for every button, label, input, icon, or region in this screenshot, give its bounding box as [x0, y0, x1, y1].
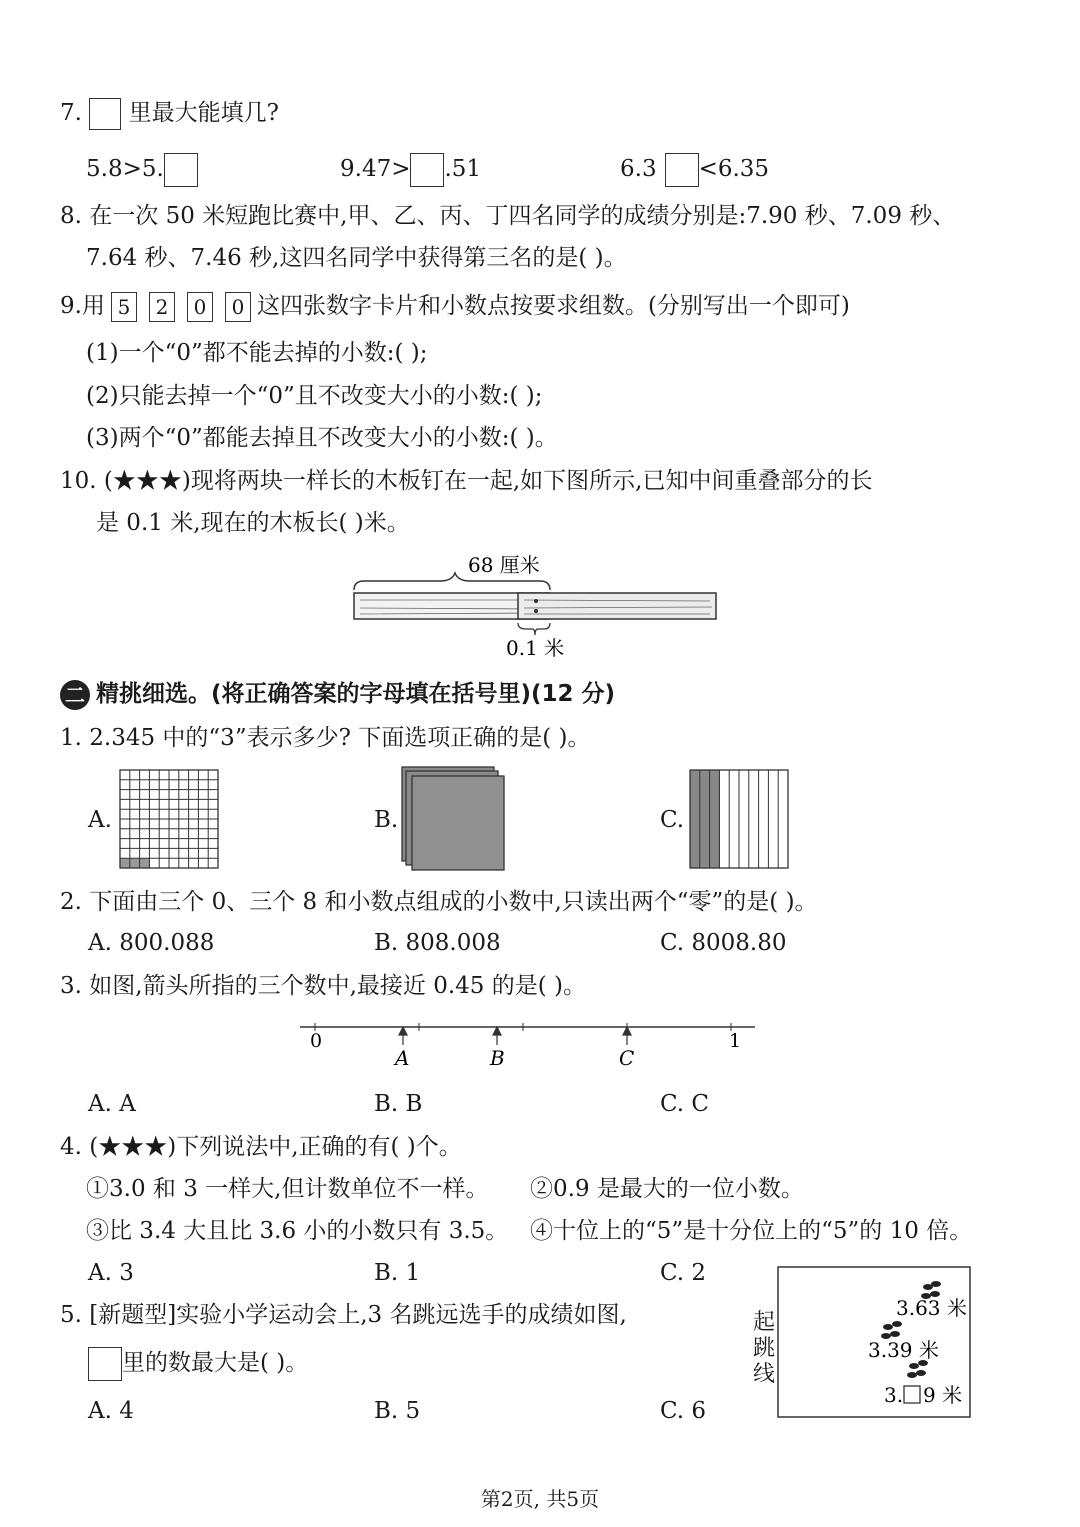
stacked-squares-b [400, 765, 508, 873]
strips-figure-c [688, 768, 792, 870]
overlap-label: 0.1 米 [506, 636, 565, 660]
q7-number: 7. [60, 100, 82, 126]
section-title: 精挑细选。(将正确答案的字母填在括号里)(12 分) [96, 681, 616, 707]
board-figure [340, 545, 740, 665]
c5-option-c[interactable]: C. 6 [660, 1398, 707, 1424]
c4-statement-4: ④十位上的“5”是十分位上的“5”的 10 倍。 [530, 1218, 973, 1244]
c5-line [60, 1300, 627, 1330]
grid-figure-a [118, 768, 220, 870]
c5-text2: 里的数最大是( )。 [122, 1350, 309, 1376]
side-char: 起 [752, 1310, 775, 1335]
missing-digit-box [904, 1386, 920, 1403]
expr-text: 5.8>5. [86, 156, 164, 182]
tick-label-one: 1 [729, 1030, 742, 1052]
long-jump-figure [776, 1265, 974, 1425]
c2-option-c[interactable]: C. 8008.80 [660, 930, 787, 956]
result-3-prefix: 3. [884, 1383, 904, 1407]
c1-option-c[interactable]: C. [660, 807, 685, 833]
tick-label-zero: 0 [310, 1030, 323, 1052]
section2-header [60, 678, 615, 710]
c5-text: [新题型]实验小学运动会上,3 名跳远选手的成绩如图, [89, 1302, 627, 1328]
q9-sub1: (1)一个“0”都不能去掉的小数:( ); [86, 340, 428, 366]
c3-line [60, 971, 586, 1001]
q9-sub2: (2)只能去掉一个“0”且不改变大小的小数:( ); [86, 383, 543, 409]
page-footer: 第2页, 共5页 [480, 1487, 600, 1511]
c4-option-c[interactable]: C. 2 [660, 1260, 707, 1286]
c5-option-a[interactable]: A. 4 [88, 1398, 134, 1424]
result-3-suffix: 9 米 [923, 1383, 963, 1407]
q9-line [60, 291, 850, 322]
digit-card: 0 [225, 292, 251, 322]
c3-number: 3. [60, 973, 82, 999]
point-label-a: A [395, 1046, 410, 1070]
q10-text: (★★★)现将两块一样长的木板钉在一起,如下图所示,已知中间重叠部分的长 [103, 468, 873, 494]
q7-expr-3 [620, 153, 769, 187]
q9-pre: 用 [81, 293, 105, 319]
c1-text: 2.345 中的“3”表示多少? 下面选项正确的是( )。 [89, 725, 591, 751]
takeoff-line-label [752, 1310, 776, 1388]
answer-box[interactable] [88, 1347, 122, 1381]
board-length-label: 68 厘米 [468, 553, 540, 577]
c2-option-b[interactable]: B. 808.008 [374, 930, 501, 956]
answer-box[interactable] [410, 153, 444, 187]
result-1: 3.63 米 [896, 1296, 967, 1320]
c4-statement-2: ②0.9 是最大的一位小数。 [530, 1176, 804, 1202]
arrow-a-head [399, 1027, 407, 1035]
c5-line2 [88, 1347, 308, 1381]
footprint-icon [881, 1321, 902, 1339]
c1-number: 1. [60, 725, 82, 751]
c3-option-a[interactable]: A. A [88, 1091, 136, 1117]
answer-box[interactable] [665, 153, 699, 187]
result-2: 3.39 米 [868, 1338, 939, 1362]
expr-text: 9.47> [340, 156, 411, 182]
q9-number: 9. [60, 293, 82, 319]
digit-card: 5 [111, 292, 137, 322]
c4-text: (★★★)下列说法中,正确的有( )个。 [89, 1134, 462, 1160]
c5-option-b[interactable]: B. 5 [374, 1398, 421, 1424]
q9-text: 这四张数字卡片和小数点按要求组数。(分别写出一个即可) [256, 293, 850, 319]
c4-line [60, 1132, 462, 1162]
right-board [518, 593, 716, 619]
digit-card: 0 [187, 292, 213, 322]
answer-box[interactable] [164, 153, 198, 187]
c4-number: 4. [60, 1134, 82, 1160]
q9-sub3: (3)两个“0”都能去掉且不改变大小的小数:( )。 [86, 425, 558, 451]
number-line [295, 1015, 765, 1075]
q7-line [60, 98, 279, 130]
c3-option-b[interactable]: B. B [374, 1091, 423, 1117]
q7-expr-1 [86, 153, 198, 187]
c1-option-a[interactable]: A. [88, 807, 112, 833]
c1-line [60, 723, 590, 753]
digit-card: 2 [149, 292, 175, 322]
c4-option-b[interactable]: B. 1 [374, 1260, 421, 1286]
side-char: 跳 [752, 1336, 775, 1361]
c4-option-a[interactable]: A. 3 [88, 1260, 134, 1286]
q7-expr-2 [340, 153, 481, 187]
arrow-b-head [493, 1027, 501, 1035]
expr-text: 6.3 [620, 156, 657, 182]
c3-option-c[interactable]: C. C [660, 1091, 709, 1117]
c4-statement-1: ①3.0 和 3 一样大,但计数单位不一样。 [86, 1176, 489, 1202]
expr-text: .51 [444, 156, 482, 182]
q8-text: 在一次 50 米短跑比赛中,甲、乙、丙、丁四名同学的成绩分别是:7.90 秒、7.09 秒、 [89, 203, 956, 229]
q10-number: 10. [60, 468, 97, 494]
point-label-c: C [619, 1046, 635, 1070]
point-label-b: B [490, 1046, 505, 1070]
c4-statement-3: ③比 3.4 大且比 3.6 小的小数只有 3.5。 [86, 1218, 509, 1244]
q7-text: 里最大能填几? [128, 100, 279, 126]
q8-line1 [60, 201, 955, 231]
answer-box[interactable] [89, 98, 121, 130]
c2-text: 下面由三个 0、三个 8 和小数点组成的小数中,只读出两个“零”的是( )。 [89, 889, 818, 915]
c1-option-b[interactable]: B. [374, 807, 399, 833]
footprint-icon [907, 1360, 928, 1378]
c2-option-a[interactable]: A. 800.088 [88, 930, 215, 956]
q8-number: 8. [60, 203, 82, 229]
q10-line1 [60, 466, 872, 496]
c2-line [60, 887, 818, 917]
section-badge: 二 [60, 680, 90, 710]
side-char: 线 [752, 1362, 775, 1387]
arrow-c-head [623, 1027, 631, 1035]
c3-text: 如图,箭头所指的三个数中,最接近 0.45 的是( )。 [89, 973, 586, 999]
expr-text: <6.35 [698, 156, 770, 182]
c5-number: 5. [60, 1302, 82, 1328]
q8-line2: 7.64 秒、7.46 秒,这四名同学中获得第三名的是( )。 [86, 245, 627, 271]
q10-line2: 是 0.1 米,现在的木板长( )米。 [96, 510, 410, 536]
c2-number: 2. [60, 889, 82, 915]
